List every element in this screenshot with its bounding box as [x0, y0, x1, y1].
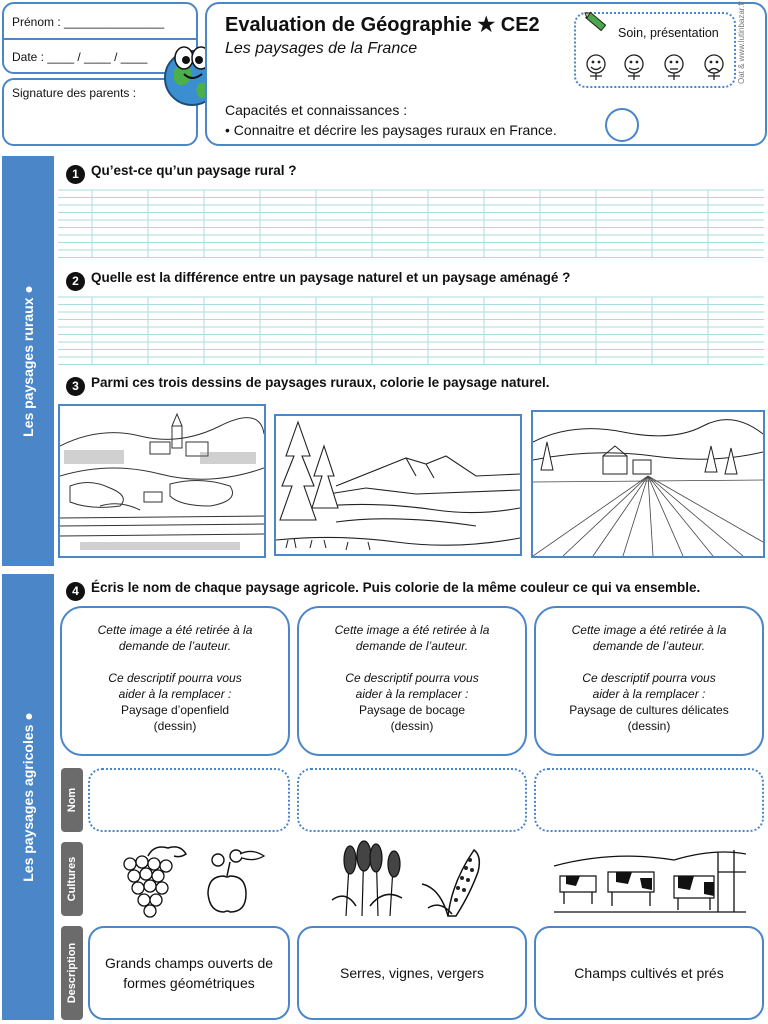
name-input-1[interactable]: [88, 768, 290, 832]
row-tag-description: [61, 926, 83, 1020]
row-tag-description-text: Description: [66, 942, 78, 1004]
placeholder-removed-note: Cette image a été retirée à la demande de l’auteur.: [334, 623, 490, 653]
question-text: Qu’est-ce qu’un paysage rural ?: [91, 163, 297, 178]
skills-label: Capacités et connaissances :: [225, 102, 408, 118]
description-text: Serres, vignes, vergers: [340, 965, 484, 981]
placeholder-type: (dessin): [390, 719, 434, 733]
placeholder-help-note: Ce descriptif pourra vous aider à la remplacer :: [345, 671, 479, 701]
skill-item: • Connaitre et décrire les paysages ruraux en France.: [225, 122, 557, 138]
fields-drawing-icon: [533, 412, 763, 556]
village-drawing-icon: [60, 406, 264, 556]
description-text: Grands champs ouverts de formes géométriques: [104, 955, 274, 991]
date-field[interactable]: Date : ____ / ____ / ____: [12, 50, 148, 64]
description-card-1[interactable]: [88, 926, 290, 1020]
cows-pasture-icon[interactable]: [554, 842, 746, 918]
placeholder-help-note: Ce descriptif pourra vous aider à la remplacer :: [108, 671, 242, 701]
apple-icon[interactable]: [200, 846, 270, 916]
placeholder-card-openfield: [60, 606, 290, 756]
description-card-3[interactable]: [534, 926, 764, 1020]
question-2: [66, 270, 570, 291]
question-number: 4: [66, 582, 85, 601]
question-number: 3: [66, 377, 85, 396]
corn-icon[interactable]: [418, 842, 492, 918]
placeholder-card-bocage: [297, 606, 527, 756]
question-text: Quelle est la différence entre un paysage naturel et un paysage aménagé ?: [91, 270, 571, 285]
section-label-agricole-text: Les paysages agricoles ●: [20, 712, 36, 882]
row-tag-nom-text: Nom: [66, 787, 78, 813]
landscape-village-image[interactable]: [58, 404, 266, 558]
question-number: 1: [66, 165, 85, 184]
name-input-2[interactable]: [297, 768, 527, 832]
question-3: [66, 375, 549, 396]
description-text: Champs cultivés et prés: [574, 965, 724, 981]
placeholder-removed-note: Cette image a été retirée à la demande de l’auteur.: [571, 623, 727, 653]
landscape-fields-image[interactable]: [531, 410, 765, 558]
placeholder-desc: Paysage de cultures délicates: [569, 703, 729, 717]
question-text: Parmi ces trois dessins de paysages ruraux, colorie le paysage naturel.: [91, 375, 550, 390]
answer-lines-2[interactable]: [58, 295, 764, 367]
section-label-rural: [2, 156, 54, 566]
question-text: Écris le nom de chaque paysage agricole. Puis colorie de la même couleur ce qui va ensemble.: [91, 580, 701, 595]
placeholder-card-cultures-delicates: [534, 606, 764, 756]
question-number: 2: [66, 272, 85, 291]
grapes-icon[interactable]: [108, 840, 192, 918]
signature-label: Signature des parents :: [12, 86, 137, 100]
placeholder-type: (dessin): [627, 719, 671, 733]
section-label-rural-text: Les paysages ruraux ●: [20, 285, 36, 437]
placeholder-desc: Paysage de bocage: [358, 703, 466, 717]
row-tag-nom: [61, 768, 83, 832]
landscape-natural-image[interactable]: [274, 414, 522, 556]
smiley-row-icon[interactable]: [582, 50, 732, 86]
placeholder-help-note: Ce descriptif pourra vous aider à la remplacer :: [582, 671, 716, 701]
answer-lines-1[interactable]: [58, 188, 764, 260]
question-1: [66, 163, 297, 184]
placeholder-type: (dessin): [153, 719, 197, 733]
prenom-field[interactable]: Prénom : _______________: [12, 15, 165, 29]
placeholder-desc: Paysage d’openfield: [120, 703, 230, 717]
question-4: [66, 580, 700, 601]
page-title: Evaluation de Géographie ★ CE2: [225, 14, 540, 36]
copyright-text: Oat & www.lutinbazar.fr: [737, 0, 746, 84]
natural-drawing-icon: [276, 416, 520, 554]
page-subtitle: Les paysages de la France: [225, 40, 418, 57]
description-card-2[interactable]: [297, 926, 527, 1020]
soin-label: Soin, présentation: [618, 26, 719, 40]
row-tag-cultures-text: Cultures: [66, 856, 78, 902]
name-input-3[interactable]: [534, 768, 764, 832]
pencil-icon: [580, 8, 610, 38]
soin-box: [574, 12, 736, 88]
section-label-agricole: [2, 574, 54, 1020]
row-tag-cultures: [61, 842, 83, 916]
grade-circle[interactable]: [605, 108, 639, 142]
placeholder-removed-note: Cette image a été retirée à la demande de l’auteur.: [97, 623, 253, 653]
wheat-icon[interactable]: [326, 840, 406, 918]
